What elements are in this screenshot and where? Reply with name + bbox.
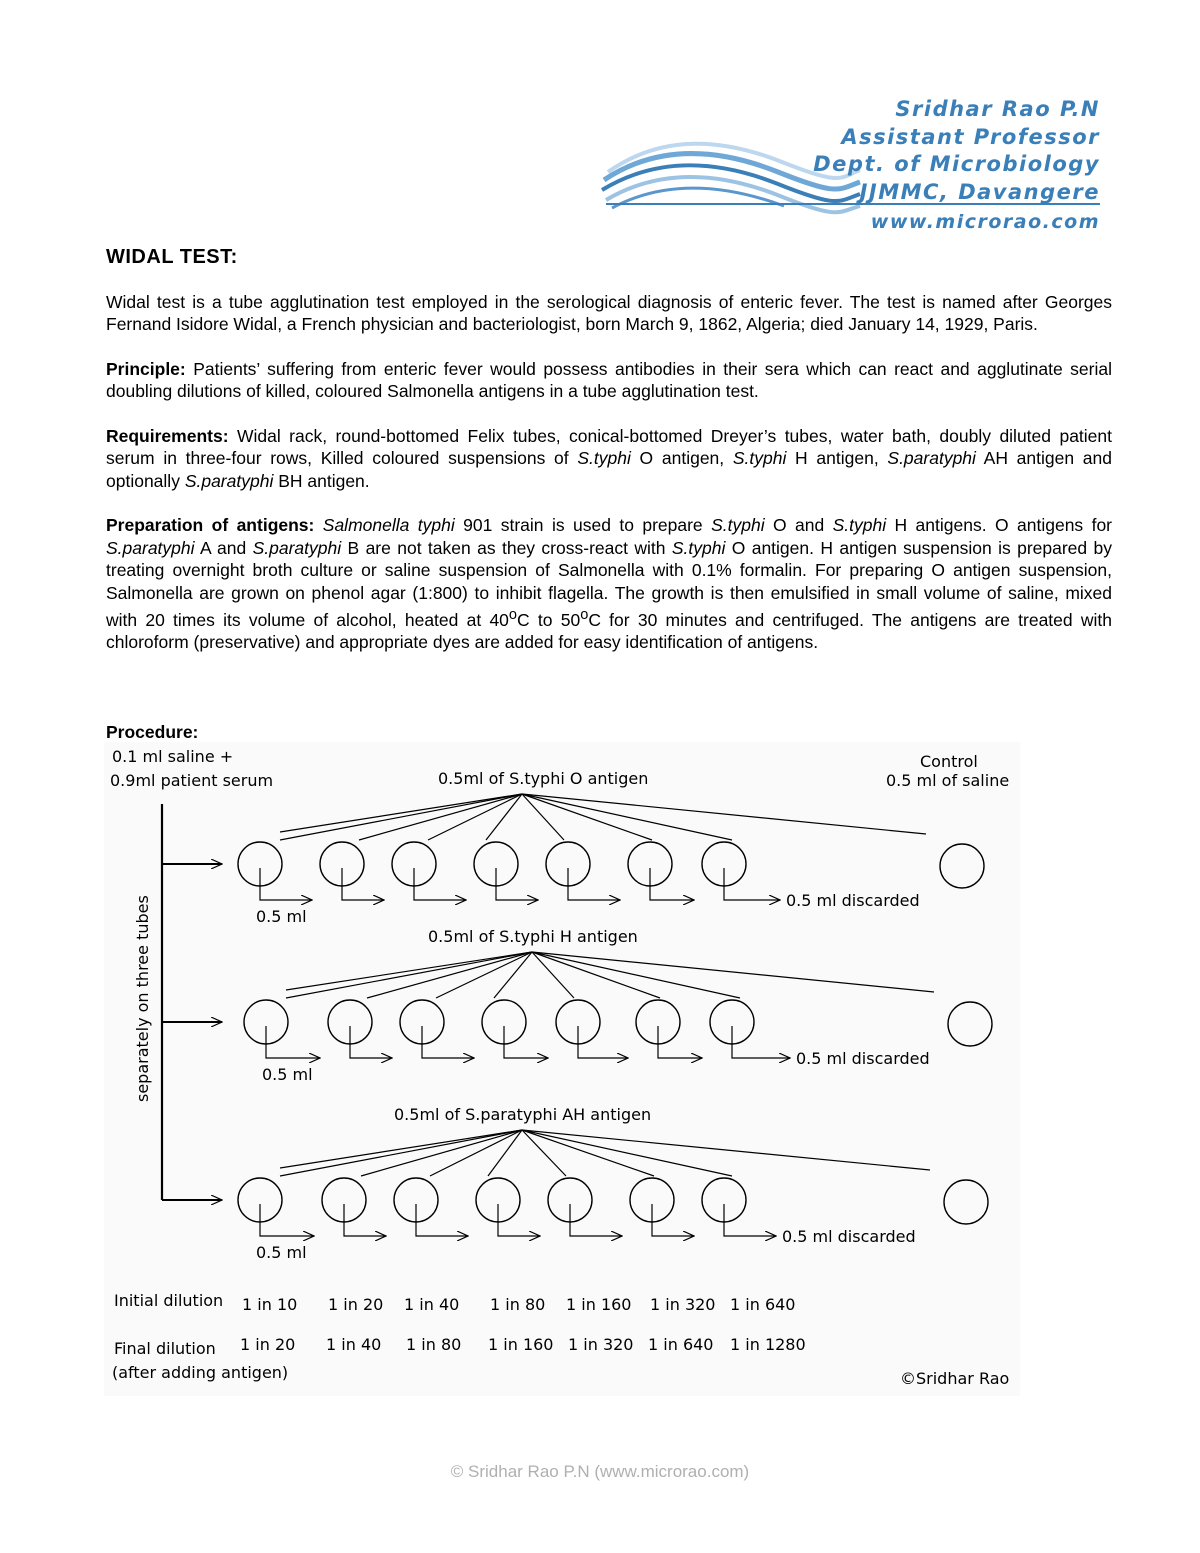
final-dilution-note: (after adding antigen): [112, 1363, 289, 1382]
transfer-arrow: [650, 868, 694, 900]
antigen-row: [162, 769, 984, 926]
final-dilution-value: 1 in 1280: [730, 1335, 806, 1354]
final-dilution-value: 1 in 320: [568, 1335, 634, 1354]
procedure-heading: Procedure:: [106, 722, 199, 742]
principle-label: Principle:: [106, 358, 186, 379]
control-tube: [944, 1180, 988, 1224]
antigen-fan-line: [488, 1130, 522, 1176]
antigen-fan-line: [486, 794, 522, 840]
control-tube: [940, 844, 984, 888]
final-dilution-label: Final dilution: [114, 1339, 216, 1358]
antigen-fan-line: [280, 1130, 522, 1176]
letterhead: [598, 90, 1108, 240]
transfer-arrow: [342, 868, 384, 900]
requirements-paragraph: Requirements: Widal rack, round-bottomed Felix tubes, conical-bottomed Dreyer’s tubes, water bath, doubly diluted patient serum in three-four rows, Killed coloured suspensions of S.typhi O antigen, S.typhi H antigen, S.paratyphi AH antigen and optionally S.paratyphi BH antigen.: [106, 425, 1112, 491]
requirements-label: Requirements:: [106, 425, 229, 446]
serum-label-line1: 0.1 ml saline +: [112, 747, 234, 766]
initial-dilution-value: 1 in 10: [242, 1295, 298, 1314]
procedure-diagram: [104, 742, 1020, 1396]
initial-dilution-value: 1 in 40: [404, 1295, 460, 1314]
vertical-label: separately on three tubes: [133, 895, 152, 1102]
author-institution: JJMMC, Davangere: [859, 179, 1100, 204]
antigen-label: 0.5ml of S.typhi H antigen: [428, 927, 638, 946]
initial-dilution-value: 1 in 80: [490, 1295, 546, 1314]
principle-paragraph: Principle: Patients’ suffering from enteric fever would possess antibodies in their sera which can react and agglutinate serial doubling dilutions of killed, coloured Salmonella antigens in a tube agglutination test.: [106, 358, 1112, 401]
page-title: WIDAL TEST:: [106, 246, 238, 268]
author-name: Sridhar Rao P.N: [895, 97, 1100, 121]
initial-dilution-value: 1 in 20: [328, 1295, 384, 1314]
antigen-fan-line: [359, 794, 522, 840]
antigen-fan-line: [522, 794, 732, 840]
preparation-paragraph: Preparation of antigens: Salmonella typhi 901 strain is used to prepare S.typhi O and S.typhi H antigens. O antigens for S.paratyphi A and S.paratyphi B are not taken as they cross-react with S.typhi O antigen. H antigen suspension is prepared by treating overnight broth culture or saline suspension of Salmonella with 0.1% formalin. For preparing O antigen suspension, Salmonella are grown on phenol agar (1:800) to inhibit flagella. The growth is then emulsified in small volume of saline, mixed with 20 times its volume of alcohol, heated at 40$^o$C to 50$^o$C for 30 minutes and centrifuged. The antigens are treated with chloroform (preservative) and appropriate dyes are added for easy identification of antigens.: [106, 515, 1113, 653]
transfer-arrow: [350, 1026, 392, 1058]
final-dilution-value: 1 in 80: [406, 1335, 462, 1354]
transfer-arrow: [496, 868, 538, 900]
final-dilution-value: 1 in 160: [488, 1335, 554, 1354]
initial-dilution-value: 1 in 640: [730, 1295, 796, 1314]
final-dilution-value: 1 in 20: [240, 1335, 296, 1354]
discard-label: 0.5 ml discarded: [796, 1049, 930, 1068]
discard-label: 0.5 ml discarded: [782, 1227, 916, 1246]
transfer-volume-label: 0.5 ml: [256, 907, 307, 926]
intro-paragraph: Widal test is a tube agglutination test employed in the serological diagnosis of enteric fever. The test is named after Georges Fernand Isidore Widal, a French physician and bacteriologist, born March 9, 1862, Algeria; died January 14, 1929, Paris.: [106, 291, 1112, 334]
antigen-fan-line: [532, 952, 740, 998]
antigen-fan-line: [522, 794, 926, 834]
antigen-fan-line: [522, 1130, 930, 1170]
transfer-arrow: [498, 1204, 540, 1236]
author-department: Dept. of Microbiology: [813, 152, 1100, 176]
author-position: Assistant Professor: [841, 124, 1100, 149]
control-tube: [948, 1002, 992, 1046]
antigen-fan-line: [532, 952, 574, 998]
page-footer: © Sridhar Rao P.N (www.microrao.com): [450, 1462, 750, 1481]
antigen-fan-line: [522, 1130, 732, 1176]
transfer-arrow: [658, 1026, 702, 1058]
antigen-row: [162, 1105, 988, 1262]
transfer-arrow: [344, 1204, 386, 1236]
final-dilution-value: 1 in 40: [326, 1335, 382, 1354]
antigen-fan-line: [361, 1130, 522, 1176]
antigen-row: [162, 927, 992, 1084]
discard-label: 0.5 ml discarded: [786, 891, 920, 910]
header-divider: [606, 203, 1100, 205]
antigen-fan-line: [280, 794, 522, 832]
antigen-label: 0.5ml of S.typhi O antigen: [438, 769, 649, 788]
final-dilution-value: 1 in 640: [648, 1335, 714, 1354]
antigen-fan-line: [286, 952, 532, 998]
document-body: [106, 246, 1112, 676]
procedure-diagram-svg: [104, 742, 1020, 1396]
antigen-fan-line: [532, 952, 934, 992]
transfer-volume-label: 0.5 ml: [262, 1065, 313, 1084]
transfer-arrow: [652, 1204, 694, 1236]
serum-label-line2: 0.9ml patient serum: [110, 771, 274, 790]
initial-dilution-label: Initial dilution: [114, 1291, 224, 1310]
antigen-fan-line: [494, 952, 532, 998]
antigen-fan-line: [522, 1130, 566, 1176]
diagram-credit: ©Sridhar Rao: [900, 1369, 1010, 1388]
antigen-label: 0.5ml of S.paratyphi AH antigen: [394, 1105, 652, 1124]
website-url: www.microrao.com: [870, 211, 1100, 233]
initial-dilution-value: 1 in 160: [566, 1295, 632, 1314]
antigen-fan-line: [286, 952, 532, 990]
control-label-line1: Control: [920, 752, 978, 771]
preparation-label: Preparation of antigens:: [106, 515, 315, 535]
antigen-fan-line: [280, 1130, 522, 1168]
transfer-arrow: [504, 1026, 548, 1058]
transfer-volume-label: 0.5 ml: [256, 1243, 307, 1262]
antigen-fan-line: [280, 794, 522, 840]
control-label-line2: 0.5 ml of saline: [886, 771, 1010, 790]
initial-dilution-value: 1 in 320: [650, 1295, 716, 1314]
